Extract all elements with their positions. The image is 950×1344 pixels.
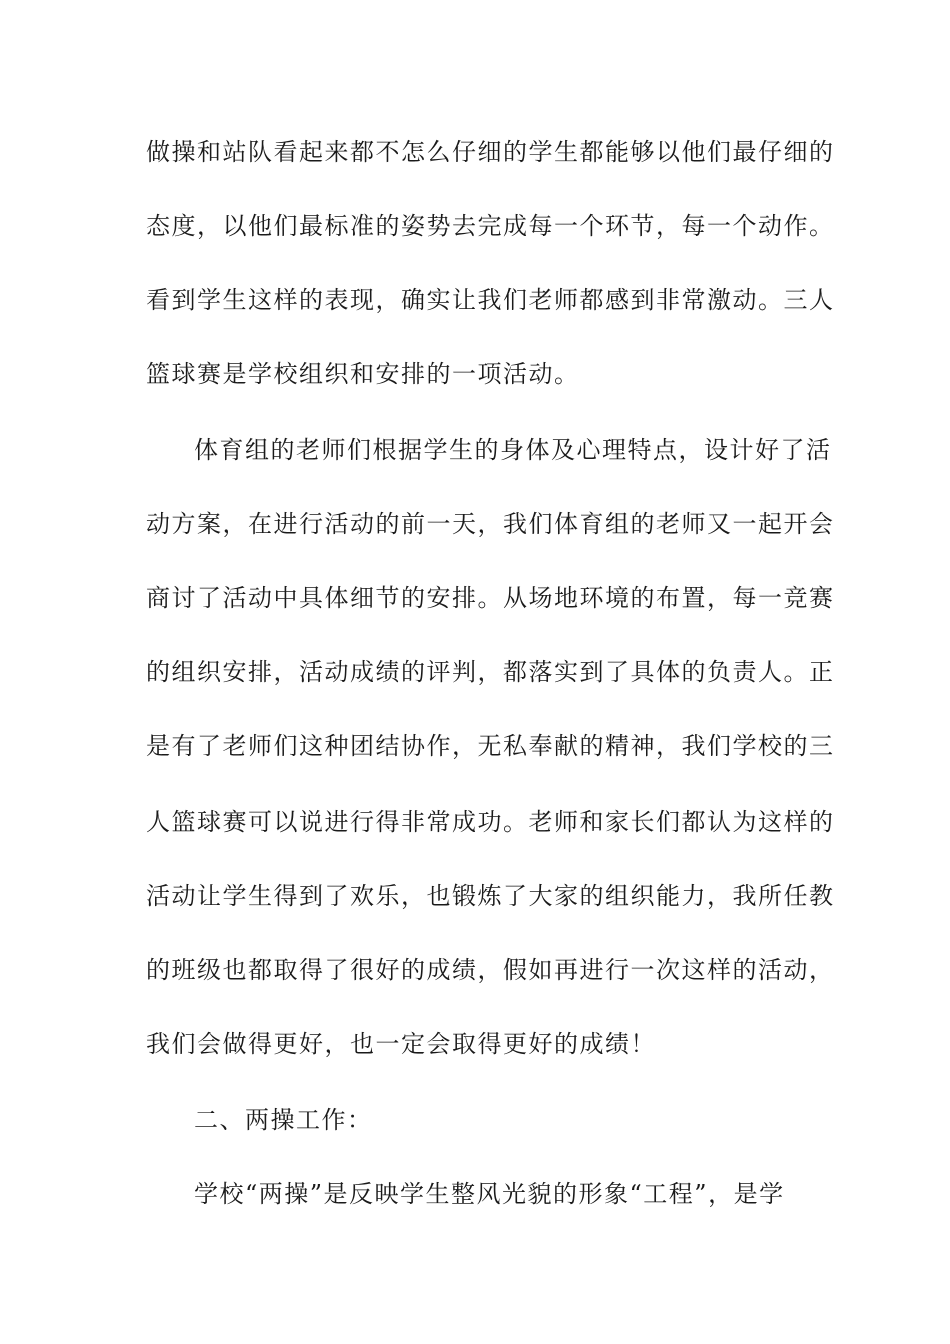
text-line: 动方案，在进行活动的前一天，我们体育组的老师又一起开会 <box>146 510 835 538</box>
text-line: 态度，以他们最标准的姿势去完成每一个环节，每一个动作。 <box>146 212 835 240</box>
text-line: 学校“两操”是反映学生整风光貌的形象“工程”，是学 <box>194 1180 785 1208</box>
text-line: 活动让学生得到了欢乐，也锻炼了大家的组织能力，我所任教 <box>146 882 835 910</box>
text-line: 人篮球赛可以说进行得非常成功。老师和家长们都认为这样的 <box>146 808 835 836</box>
text-line: 看到学生这样的表现，确实让我们老师都感到非常激动。三人 <box>146 286 835 314</box>
text-line: 是有了老师们这种团结协作，无私奉献的精神，我们学校的三 <box>146 732 835 760</box>
text-line: 的班级也都取得了很好的成绩，假如再进行一次这样的活动， <box>146 956 835 984</box>
section-heading: 二、两操工作： <box>194 1106 373 1134</box>
text-line: 体育组的老师们根据学生的身体及心理特点，设计好了活 <box>194 436 832 464</box>
text-line: 做操和站队看起来都不怎么仔细的学生都能够以他们最仔细的 <box>146 138 835 166</box>
text-line: 的组织安排，活动成绩的评判，都落实到了具体的负责人。正 <box>146 658 835 686</box>
text-line: 我们会做得更好，也一定会取得更好的成绩！ <box>146 1030 656 1058</box>
text-line: 篮球赛是学校组织和安排的一项活动。 <box>146 360 580 388</box>
text-line: 商讨了活动中具体细节的安排。从场地环境的布置，每一竞赛 <box>146 584 835 612</box>
